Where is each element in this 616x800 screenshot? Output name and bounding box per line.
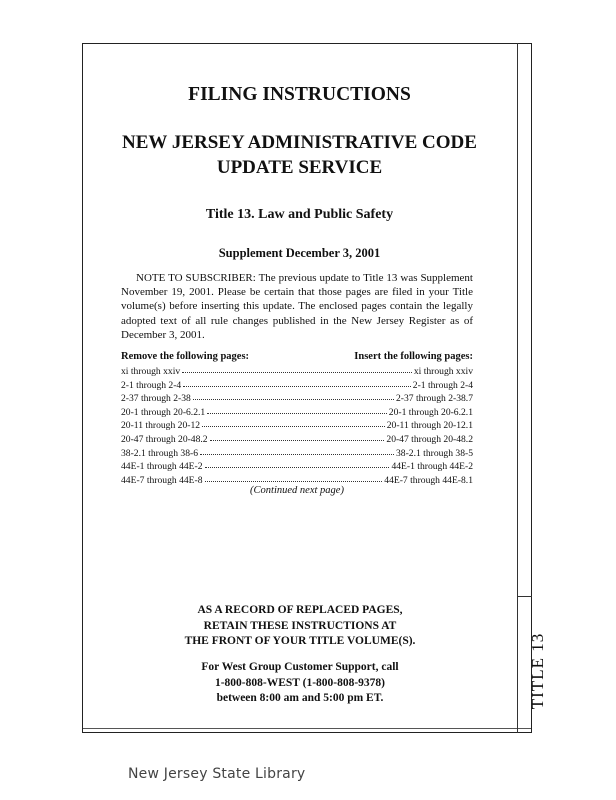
remove-cell: 20-11 through 20-12	[121, 420, 201, 432]
pages-table-header	[121, 351, 473, 362]
insert-cell: 38-2.1 through 38-5	[395, 447, 473, 459]
support-info	[160, 660, 440, 707]
remove-cell: 38-2.1 through 38-6	[121, 447, 199, 459]
page-title: FILING INSTRUCTIONS	[188, 84, 411, 105]
table-row	[121, 460, 473, 474]
support-line: For West Group Customer Support, call	[201, 661, 399, 673]
table-row	[121, 392, 473, 406]
insert-cell: xi through xxiv	[413, 366, 473, 377]
insert-cell: 20-11 through 20-12.1	[386, 420, 473, 432]
document-subtitle	[82, 130, 517, 180]
supplement-date: Supplement December 3, 2001	[218, 246, 381, 260]
dot-leader	[200, 447, 394, 456]
dot-leader	[210, 433, 385, 442]
remove-cell: 2-1 through 2-4	[121, 379, 182, 391]
table-row	[121, 379, 473, 393]
remove-cell: 20-47 through 20-48.2	[121, 433, 208, 445]
insert-cell: 2-1 through 2-4	[412, 379, 473, 391]
dot-leader	[193, 392, 394, 401]
title-section: Title 13. Law and Public Safety	[205, 207, 394, 222]
frame-bottom-rule	[83, 728, 531, 729]
dot-leader	[202, 419, 385, 428]
subtitle-line: NEW JERSEY ADMINISTRATIVE CODE	[122, 132, 477, 153]
support-hours: between 8:00 am and 5:00 pm ET.	[216, 692, 384, 704]
table-row	[121, 419, 473, 433]
insert-cell: 2-37 through 2-38.7	[395, 393, 473, 405]
remove-header: Remove the following pages:	[121, 351, 250, 362]
retain-notice	[160, 603, 440, 650]
retain-line: AS A RECORD OF REPLACED PAGES,	[197, 604, 403, 616]
table-row	[121, 447, 473, 461]
retain-line: RETAIN THESE INSTRUCTIONS AT	[203, 619, 397, 632]
dot-leader	[183, 379, 411, 388]
insert-header: Insert the following pages:	[354, 351, 473, 362]
insert-cell: 44E-1 through 44E-2	[391, 461, 473, 473]
dot-leader	[207, 406, 387, 415]
remove-cell: 20-1 through 20-6.2.1	[121, 406, 206, 418]
spine-divider	[517, 596, 532, 597]
remove-cell: 44E-7 through 44E-8	[121, 474, 203, 486]
remove-cell: 2-37 through 2-38	[121, 393, 191, 405]
retain-line: THE FRONT OF YOUR TITLE VOLUME(S).	[184, 635, 416, 647]
support-phone: 1-800-808-WEST (1-800-808-9378)	[214, 676, 386, 689]
dot-leader	[205, 474, 383, 483]
pages-table	[121, 365, 473, 487]
remove-cell: xi through xxiv	[121, 366, 181, 377]
table-row	[121, 365, 473, 379]
dot-leader	[182, 365, 412, 374]
table-row	[121, 406, 473, 420]
insert-cell: 20-47 through 20-48.2	[386, 433, 473, 445]
dot-leader	[205, 460, 390, 469]
spine-title: TITLE 13	[528, 632, 547, 710]
table-row	[121, 433, 473, 447]
subscriber-note	[121, 271, 473, 342]
insert-cell: 44E-7 through 44E-8.1	[384, 474, 473, 486]
insert-cell: 20-1 through 20-6.2.1	[388, 406, 473, 418]
library-watermark: New Jersey State Library	[128, 766, 306, 782]
subscriber-note-text: NOTE TO SUBSCRIBER: The previous update to Title 13 was Supplement November 19, 2001. Please be certain that those pages are filed in your Title volume(s) before inserting this update. The enclosed pages contain the legally adopted text of all rule changes published in the New Jersey Register as of December 3, 2001.	[121, 272, 473, 341]
subtitle-line: UPDATE SERVICE	[216, 157, 383, 178]
continued-note: (Continued next page)	[250, 485, 344, 496]
remove-cell: 44E-1 through 44E-2	[121, 461, 203, 473]
